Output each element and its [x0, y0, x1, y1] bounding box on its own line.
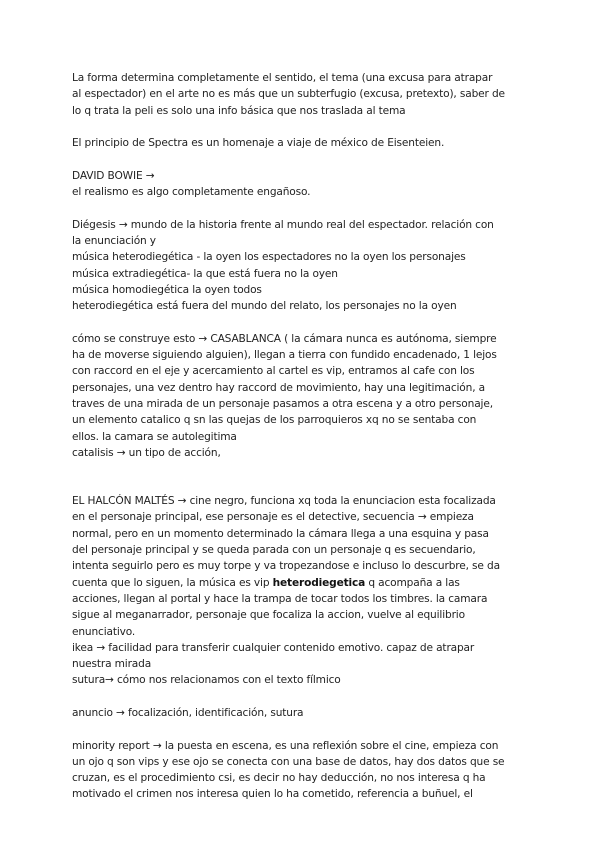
text-line: sigue al meganarrador, personaje que focaliza la accion, vuelve al equilibrio	[72, 609, 465, 622]
paragraph-diegesis	[72, 217, 540, 315]
text-line-with-bold	[72, 575, 540, 591]
text-segment: q acompaña a las	[365, 576, 460, 589]
text-line: música extradiegética- la que está fuera no la oyen	[72, 267, 338, 280]
text-line: ha de moverse siguiendo alguien), llegan a tierra con fundido encadenado, 1 lejos	[72, 349, 497, 362]
text-line: lo q trata la peli es solo una info básica que nos traslada al tema	[72, 104, 406, 117]
text-line: un elemento catalico q sn las quejas de los parroquieros xq no se sentaba con	[72, 414, 477, 427]
paragraph-form-and-theme	[72, 70, 540, 119]
text-line: la enunciación y	[72, 234, 156, 247]
text-line: intenta seguirlo pero es muy torpe y va tropezandose e incluso lo descurbre, se da	[72, 560, 500, 573]
text-line: acciones, llegan al portal y hace la trampa de tocar todos los timbres. la camara	[72, 592, 488, 605]
text-line: un ojo q son vips y ese ojo se conecta con una base de datos, hay dos datos que se	[72, 755, 505, 768]
text-line: cruzan, es el procedimiento csi, es decir no hay deducción, no nos interesa q ha	[72, 772, 486, 785]
paragraph-anuncio	[72, 705, 540, 721]
text-line: heterodiegética está fuera del mundo del relato, los personajes no la oyen	[72, 300, 457, 313]
text-line: música heterodiegética - la oyen los espectadores no la oyen los personajes	[72, 251, 466, 264]
paragraph-casablanca	[72, 331, 540, 461]
text-line: con raccord en el eje y acercamiento al cartel es vip, entramos al cafe con los	[72, 365, 475, 378]
text-line: normal, pero en un momento determinado la cámara llega a una esquina y pasa	[72, 527, 489, 540]
text-line: en el personaje principal, ese personaje es el detective, secuencia → empieza	[72, 511, 474, 524]
text-segment: cuenta que lo siguen, la música es vip	[72, 576, 273, 589]
text-line: DAVID BOWIE →	[72, 169, 155, 182]
bold-term: heterodiegetica	[272, 576, 366, 589]
text-line: al espectador) en el arte no es más que un subterfugio (excusa, pretexto), saber de	[72, 88, 505, 101]
text-line: cómo se construye esto → CASABLANCA ( la cámara nunca es autónoma, siempre	[72, 332, 497, 345]
text-line: traves de una mirada de un personaje pasamos a otra escena y a otro personaje,	[72, 397, 493, 410]
text-line: ikea → facilidad para transferir cualquier contenido emotivo. capaz de atrapar	[72, 641, 475, 654]
text-line: anuncio → focalización, identificación, sutura	[72, 706, 304, 719]
text-line: sutura→ cómo nos relacionamos con el texto fílmico	[72, 674, 341, 687]
text-line: música homodiegética la oyen todos	[72, 283, 262, 296]
paragraph-david-bowie	[72, 168, 540, 201]
paragraph-minority-report	[72, 738, 540, 803]
text-line: el realismo es algo completamente engañoso.	[72, 186, 311, 199]
text-line: personajes, una vez dentro hay raccord de movimiento, hay una legitimación, a	[72, 381, 485, 394]
text-line: motivado el crimen nos interesa quien lo ha cometido, referencia a buñuel, el	[72, 788, 473, 801]
text-line: La forma determina completamente el sentido, el tema (una excusa para atrapar	[72, 72, 493, 84]
text-line: del personaje principal y se queda parada con un personaje q es secuendario,	[72, 544, 476, 557]
paragraph-halcon-maltes	[72, 493, 540, 689]
text-line: Diégesis → mundo de la historia frente al mundo real del espectador. relación con	[72, 218, 494, 231]
text-line: enunciativo.	[72, 625, 136, 638]
text-line: El principio de Spectra es un homenaje a viaje de méxico de Eisenteien.	[72, 137, 445, 150]
text-line: catalisis → un tipo de acción,	[72, 446, 221, 459]
paragraph-spectra	[72, 135, 540, 151]
text-line: ellos. la camara se autolegitima	[72, 430, 237, 443]
text-line: EL HALCÓN MALTÉS → cine negro, funciona xq toda la enunciacion esta focalizada	[72, 495, 496, 508]
text-line: minority report → la puesta en escena, es una reflexión sobre el cine, empieza con	[72, 739, 499, 752]
text-line: nuestra mirada	[72, 658, 152, 671]
